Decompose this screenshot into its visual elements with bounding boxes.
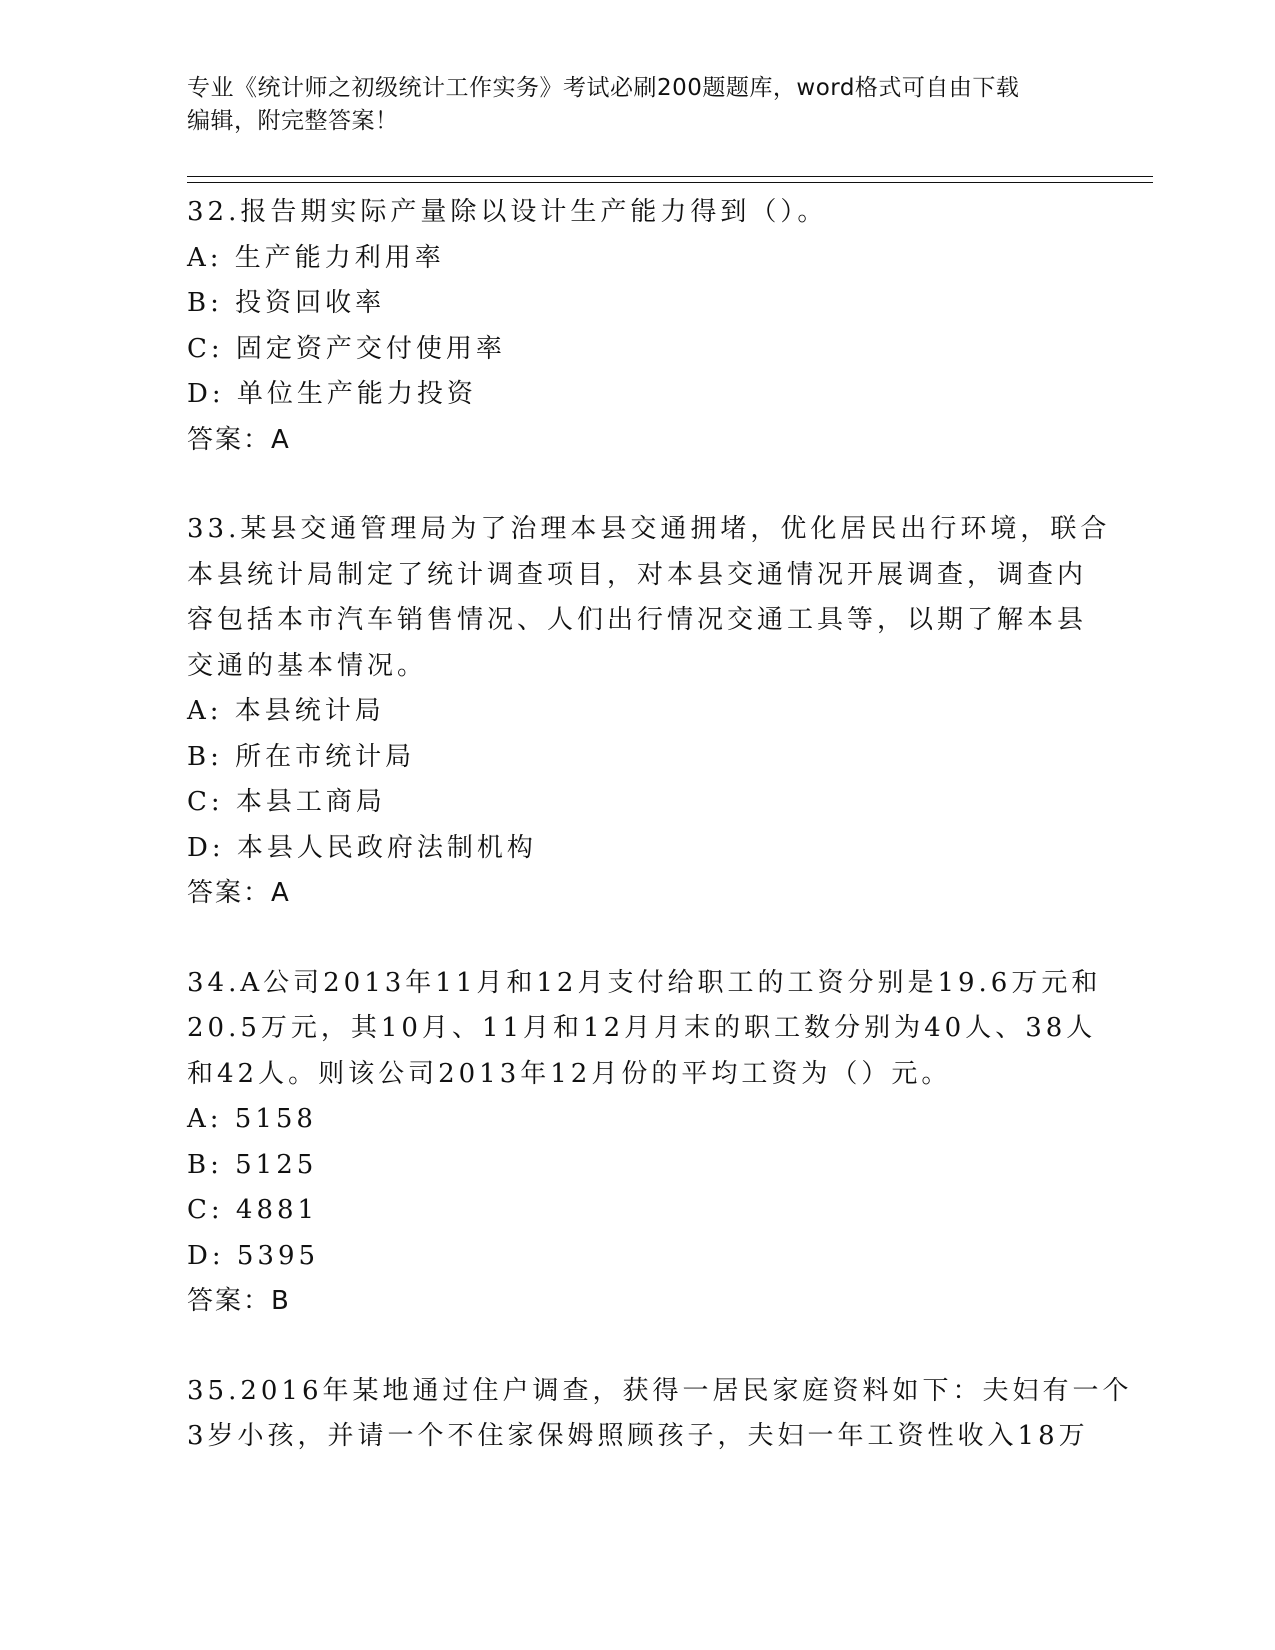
question-33 — [187, 507, 1111, 917]
option-b: B: 投资回收率 — [187, 288, 386, 318]
option-c: C: 本县工商局 — [187, 787, 386, 817]
option-b: B: 5125 — [187, 1149, 318, 1180]
option-b: B: 所在市统计局 — [187, 741, 416, 772]
question-34 — [187, 961, 1102, 1325]
answer-label: 答案：A — [187, 878, 291, 908]
header-line-2: 编辑，附完整答案！ — [187, 108, 399, 134]
question-stem-line: 交通的基本情况。 — [187, 650, 428, 681]
question-stem-line: 容包括本市汽车销售情况、人们出行情况交通工具等，以期了解本县 — [187, 605, 1088, 635]
question-stem-line: 本县统计局制定了统计调查项目，对本县交通情况开展调查，调查内 — [187, 559, 1088, 590]
header-rule-bottom — [187, 182, 1153, 183]
option-d: D: 单位生产能力投资 — [187, 379, 477, 409]
question-list — [187, 190, 1133, 1460]
question-stem-line: 20.5万元，其10月、11月和12月月末的职工数分别为40人、38人 — [187, 1013, 1097, 1043]
question-stem-line: 35.2016年某地通过住户调查，获得一居民家庭资料如下：夫妇有一个 — [187, 1375, 1133, 1406]
page-header — [187, 72, 1067, 138]
option-c: C: 固定资产交付使用率 — [187, 333, 506, 364]
header-rule-top — [187, 176, 1153, 177]
option-d: D: 本县人民政府法制机构 — [187, 832, 537, 863]
header-line-1: 专业《统计师之初级统计工作实务》考试必刷200题题库，word格式可自由下载 — [187, 75, 1020, 101]
option-d: D: 5395 — [187, 1240, 320, 1271]
question-32 — [187, 190, 1087, 463]
question-stem-line: 3岁小孩，并请一个不住家保姆照顾孩子，夫妇一年工资性收入18万 — [187, 1421, 1089, 1451]
answer-label: 答案：A — [187, 424, 291, 455]
option-a: A: 本县统计局 — [187, 696, 385, 726]
answer-label: 答案：B — [187, 1286, 291, 1316]
question-stem-line: 32.报告期实际产量除以设计生产能力得到（）。 — [187, 197, 828, 227]
question-stem-line: 34.A公司2013年11月和12月支付给职工的工资分别是19.6万元和 — [187, 967, 1102, 998]
question-stem-line: 33.某县交通管理局为了治理本县交通拥堵，优化居民出行环境，联合 — [187, 514, 1111, 544]
option-c: C: 4881 — [187, 1195, 319, 1225]
question-stem-line: 和42人。则该公司2013年12月份的平均工资为（）元。 — [187, 1058, 952, 1089]
question-35 — [187, 1369, 1133, 1460]
option-a: A: 5158 — [187, 1104, 317, 1134]
option-a: A: 生产能力利用率 — [187, 242, 445, 273]
